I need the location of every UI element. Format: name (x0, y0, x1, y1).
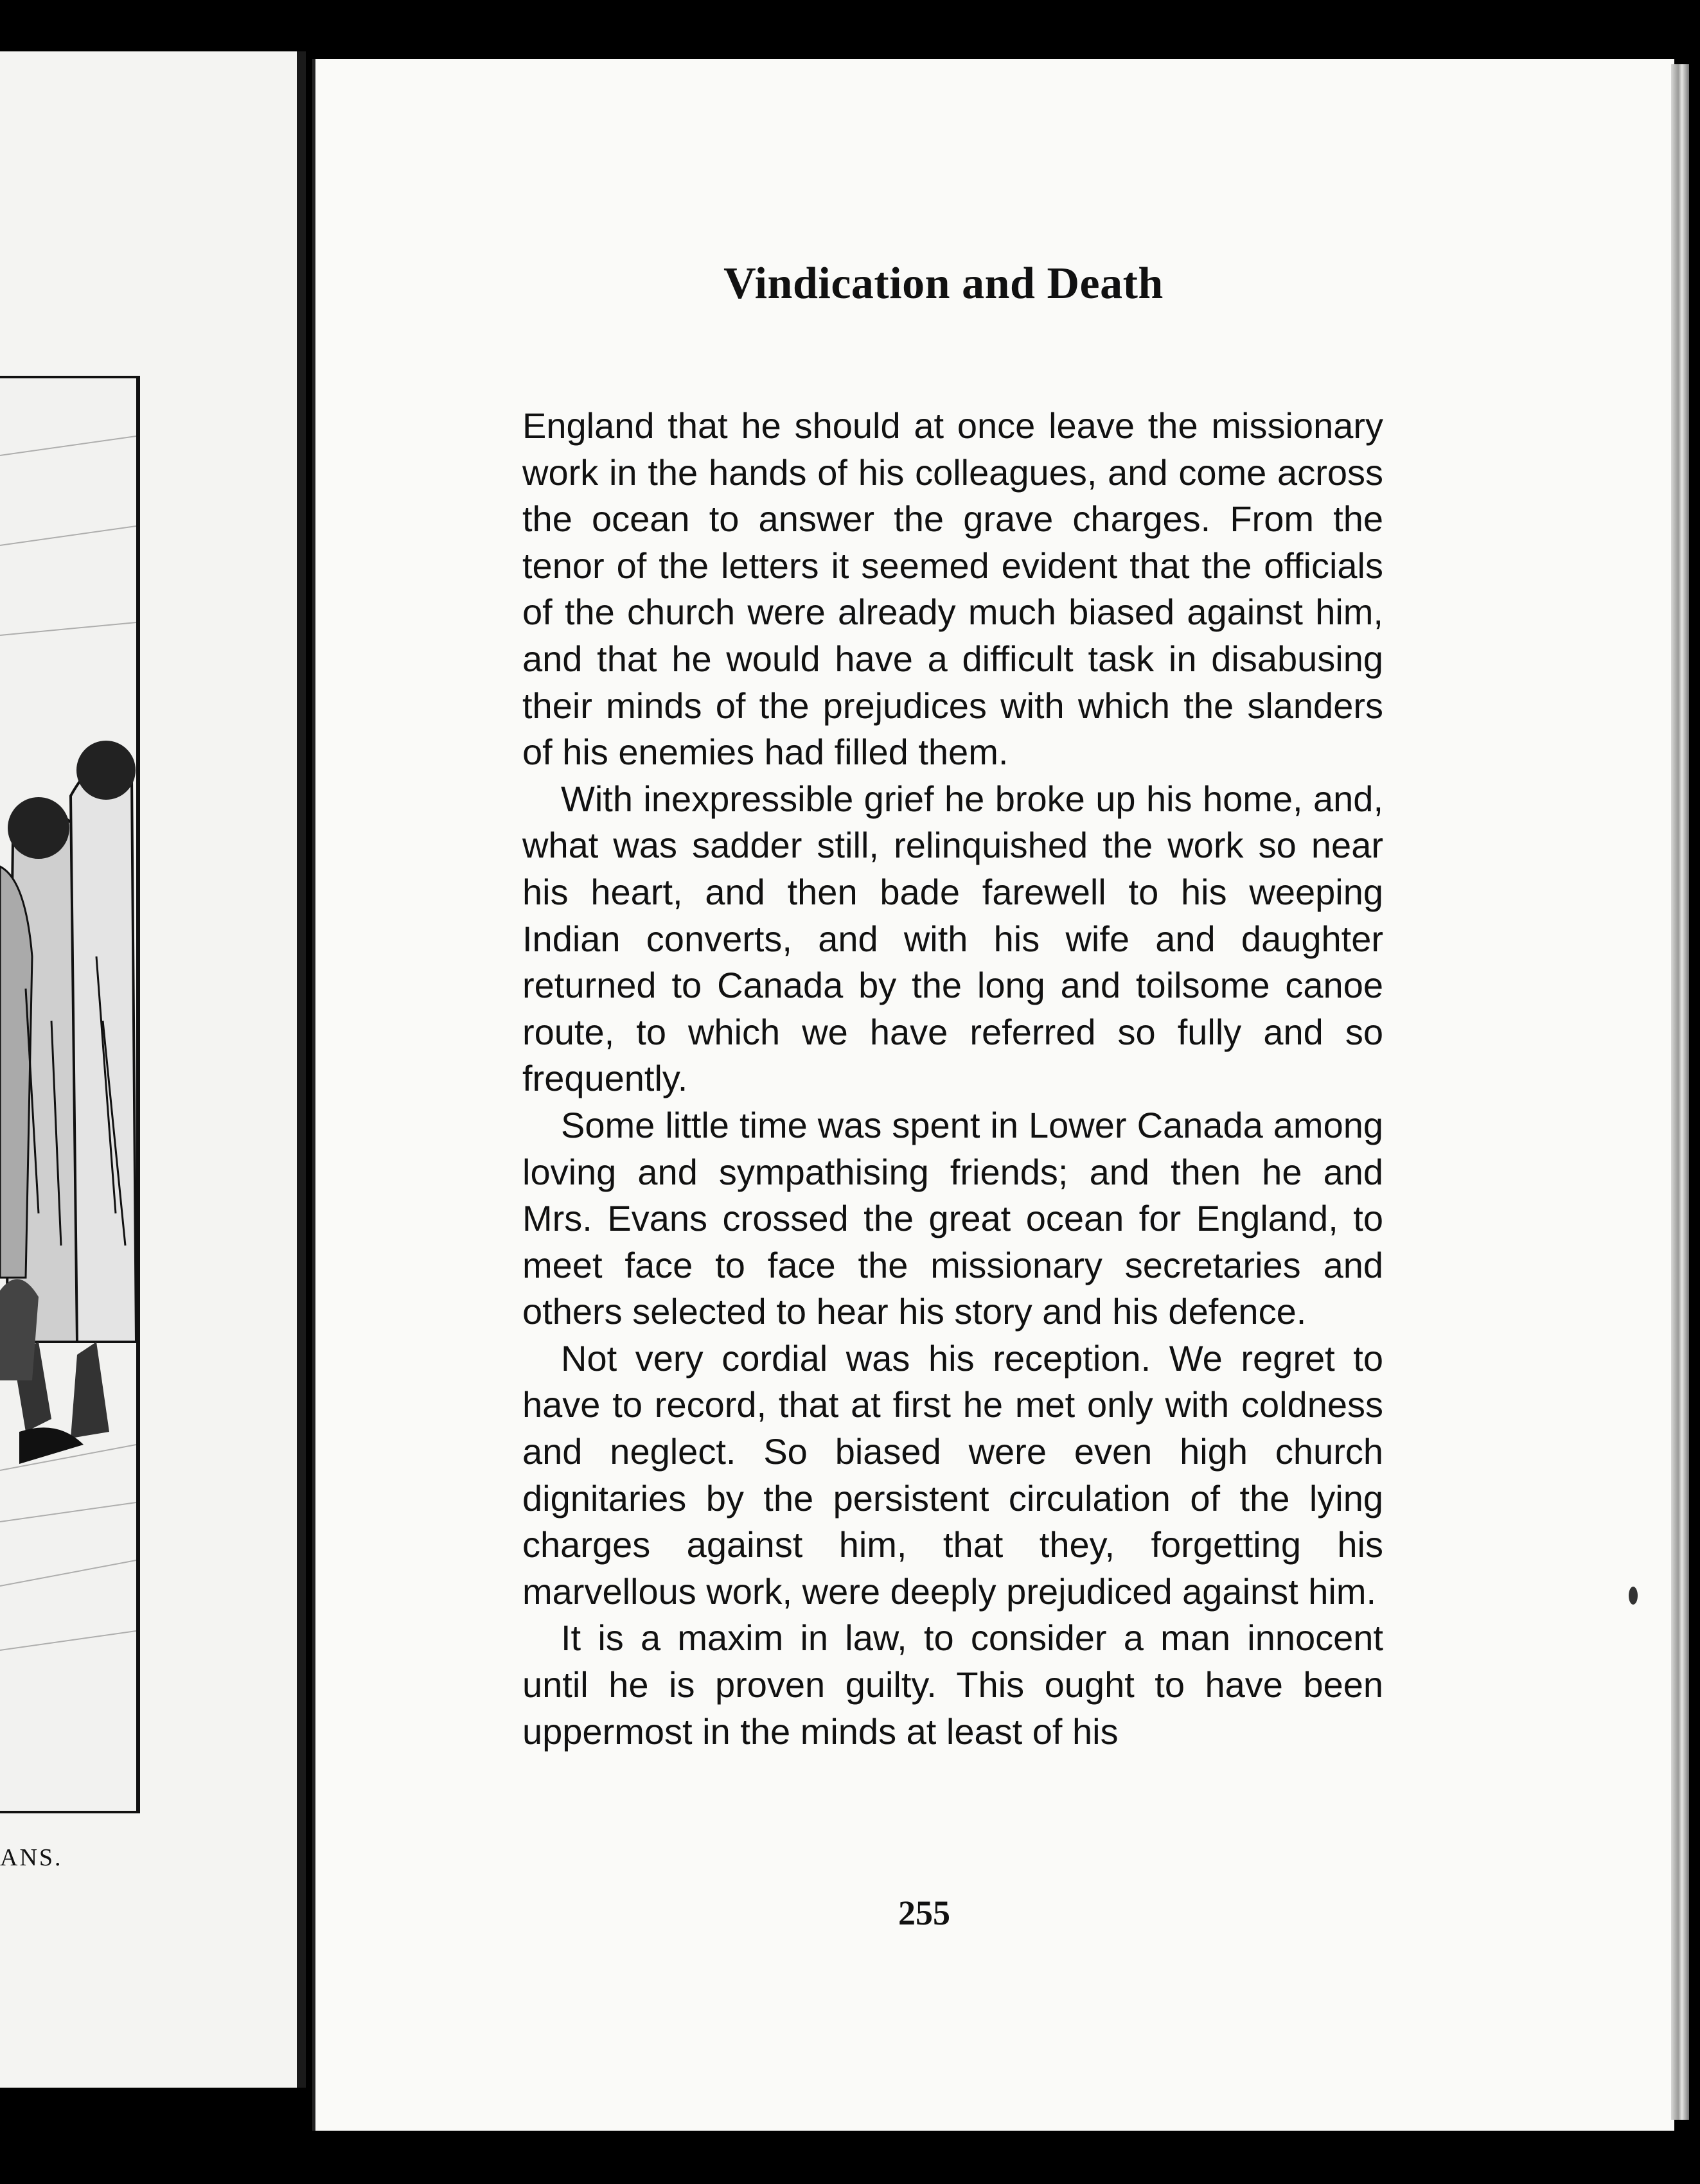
engraving-figures-icon (0, 378, 136, 1811)
engraving-illustration (0, 376, 140, 1813)
scan-speck (1629, 1587, 1638, 1605)
paragraph: With inexpressible grief he broke up his home, and, what was sadder still, relinquished the work so near his heart, and then bade farewell to his weeping Indian converts, and with his wife and daughter returned to Canada by the long and toilsome canoe route, to which we have referred so fully and so frequently. (522, 778, 1383, 1099)
page-edge (1671, 64, 1689, 2120)
page-number: 255 (898, 1894, 950, 1932)
left-page (0, 51, 297, 2088)
paragraph: It is a maxim in law, to consider a man innocent until he is proven guilty. This ought to have been uppermost in the minds at least of his (522, 1617, 1383, 1752)
running-head: Vindication and Death (723, 259, 1164, 308)
paragraph: England that he should at once leave the missionary work in the hands of his colleagues, and come across the ocean to answer the grave charges. From the tenor of the letters it seemed evident that the officials of the church were already much biased against him, and that he would have a difficult task in disabusing their minds of the prejudices with which the slanders of his enemies had filled them. (522, 405, 1383, 773)
body-text (522, 403, 1383, 1755)
paragraph: Some little time was spent in Lower Canada among loving and sympathising friends; and then he and Mrs. Evans crossed the great ocean for England, to meet face to face the missionary secretaries and others selected to hear his story and his defence. (522, 1104, 1383, 1332)
paragraph: Not very cordial was his reception. We regret to have to record, that at first he met only with coldness and neglect. So biased were even high church dignitaries by the persistent circulation of the lying charges against him, that they, forgetting his marvellous work, were deeply prejudiced against him. (522, 1337, 1383, 1612)
right-page (312, 59, 1674, 2131)
gutter (297, 51, 306, 2088)
illustration-caption: ANS. (0, 1844, 63, 1871)
